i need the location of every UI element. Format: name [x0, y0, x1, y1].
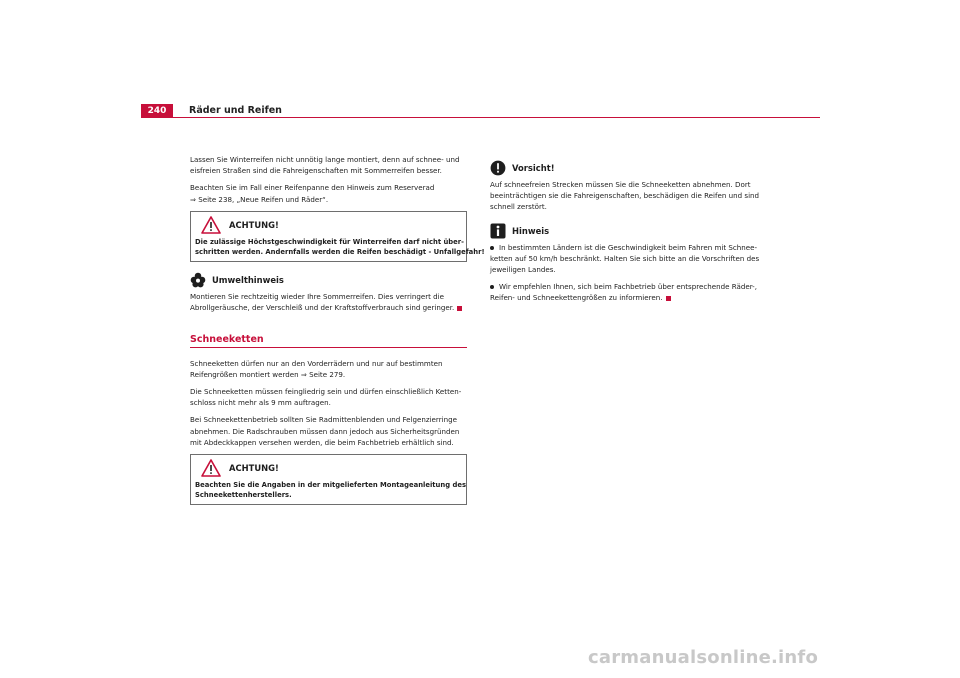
warning-triangle-icon [201, 459, 221, 477]
snow-chains-paragraph-3: Bei Schneekettenbetrieb sollten Sie Radmittenblenden und Felgenzierringe abnehmen. Die Radschrauben müssen dann jedoch aus Sicherheitsgründen mit Abdeckkappen versehen werden, die beim Fachbetrieb erhältlich sind. [190, 415, 460, 447]
snow-chains-paragraph-2: Die Schneeketten müssen feingliedrig sein und dürfen einschließlich Ketten- schloss nicht mehr als 9 mm auftragen. [190, 387, 462, 408]
info-icon [490, 223, 506, 239]
warning-box-winter-tires [190, 211, 485, 262]
bullet-icon [490, 246, 494, 250]
left-column [190, 154, 485, 515]
caution-exclamation-icon [490, 160, 506, 176]
right-column [490, 160, 770, 310]
page-header [141, 104, 820, 118]
caution-heading [490, 160, 770, 176]
warning-triangle-icon [201, 216, 221, 234]
info-note-title: Hinweis [512, 225, 550, 236]
note-bullet-2: Wir empfehlen Ihnen, sich beim Fachbetrieb über entsprechende Räder-, Reifen- und Schneekettengrößen zu informieren. [490, 282, 757, 303]
environment-note-title: Umwelthinweis [212, 275, 284, 286]
page-reference-link[interactable]: Reifengrößen montiert werden ⇒ Seite 279. [190, 369, 346, 379]
section-end-marker [457, 306, 462, 311]
info-note-heading [490, 223, 770, 239]
page-reference-link[interactable]: ⇒ Seite 238, „Neue Reifen und Räder“. [190, 194, 329, 204]
warning-text: Die zulässige Höchstgeschwindigkeit für Winterreifen darf nicht über- schritten werden. Andernfalls werden die Reifen beschädigt - Unfallgefahr! [195, 237, 485, 257]
section-end-marker [666, 296, 671, 301]
note-bullet-1: In bestimmten Ländern ist die Geschwindigkeit beim Fahren mit Schnee- ketten auf 50 km/h beschränkt. Halten Sie sich bitte an die Vorschriften des jeweiligen Landes. [490, 242, 760, 275]
warning-text: Beachten Sie die Angaben in der mitgelieferten Montageanleitung des Schneekettenherstellers. [195, 481, 466, 500]
environment-note-heading [190, 272, 470, 288]
section-title-snow-chains: Schneeketten [190, 334, 467, 348]
page-number: 240 [141, 104, 173, 118]
chapter-title: Räder und Reifen [189, 105, 282, 116]
watermark: carmanualsonline.info [588, 647, 819, 668]
warning-title: ACHTUNG! [229, 219, 279, 230]
caution-title: Vorsicht! [512, 163, 555, 173]
snow-chains-paragraph-1: Schneeketten dürfen nur an den Vorderrädern und nur auf bestimmten Reifengrößen montiert werden ⇒ Seite 279. [190, 358, 470, 380]
environment-note-text: Montieren Sie rechtzeitig wieder Ihre Sommerreifen. Dies verringert die Abrollgeräusche, der Verschleiß und der Kraftstoffverbrauch sind geringer. [190, 291, 470, 313]
bullet-icon [490, 285, 494, 289]
intro-paragraph-2: Beachten Sie im Fall einer Reifenpanne den Hinweis zum Reserverad ⇒ Seite 238, „Neue Reifen und Räder“. [190, 182, 470, 204]
warning-box-snow-chains [190, 454, 467, 505]
caution-text: Auf schneefreien Strecken müssen Sie die Schneeketten abnehmen. Dort beeinträchtigen sie die Fahreigenschaften, beschädigen die Reifen und sind schnell zerstört. [490, 180, 760, 212]
warning-title: ACHTUNG! [229, 463, 279, 474]
flower-environment-icon [190, 272, 206, 288]
intro-paragraph-1: Lassen Sie Winterreifen nicht unnötig lange montiert, denn auf schnee- und eisfreien Straßen sind die Fahreigenschaften mit Sommerreifen besser. [190, 155, 460, 176]
